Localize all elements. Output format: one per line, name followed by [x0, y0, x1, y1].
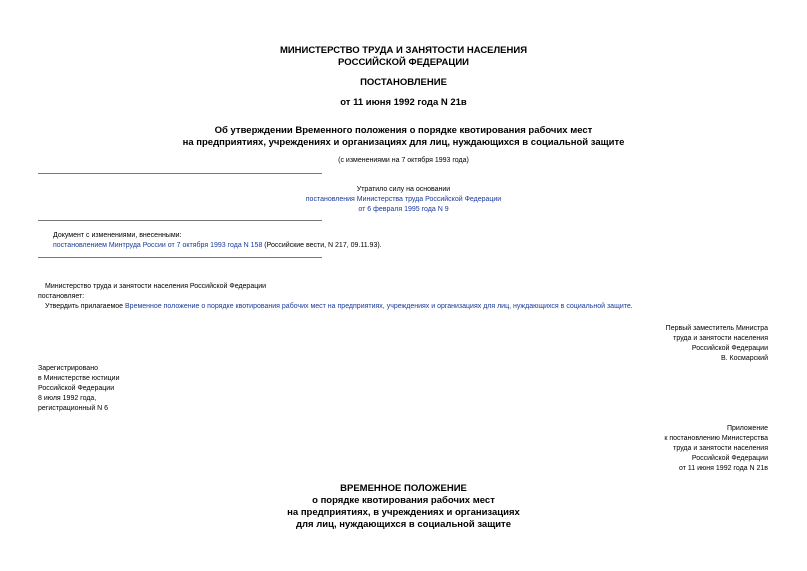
signatory-name: В. Космарский: [720, 355, 768, 362]
changes-source: (Российские вести, N 217, 09.11.93).: [262, 242, 382, 249]
ministry-name-line2: РОССИЙСКОЙ ФЕДЕРАЦИИ: [337, 57, 469, 68]
registration-line3: Российской Федерации: [38, 385, 115, 392]
preamble-line2: постановляет:: [38, 293, 85, 300]
resolution-suffix: .: [630, 303, 633, 310]
revoked-link-line2[interactable]: от 6 февраля 1995 года N 9: [358, 206, 449, 213]
regulation-title-line1: ВРЕМЕННОЕ ПОЛОЖЕНИЕ: [340, 483, 467, 494]
preamble-line1: Министерство труда и занятости населения Российской Федерации: [45, 283, 267, 290]
regulation-title-line2: о порядке квотирования рабочих мест: [312, 495, 495, 506]
divider: [38, 257, 322, 258]
appendix-line4: Российской Федерации: [691, 455, 768, 462]
changes-intro: Документ с изменениями, внесенными:: [53, 232, 182, 239]
appendix-line5: от 11 июня 1992 года N 21в: [679, 465, 768, 472]
resolution-prefix: Утвердить прилагаемое: [45, 303, 126, 310]
signature-position-line1: Первый заместитель Министра: [665, 325, 768, 332]
registration-line2: в Министерстве юстиции: [38, 375, 120, 382]
registration-line1: Зарегистрировано: [38, 365, 98, 372]
amendments-note: (с изменениями на 7 октября 1993 года): [338, 157, 469, 164]
document-title-line1: Об утверждении Временного положения о порядке квотирования рабочих мест: [214, 125, 593, 136]
divider: [38, 220, 322, 221]
regulation-title-line4: для лиц, нуждающихся в социальной защите: [295, 519, 511, 530]
registration-line5: регистрационный N 6: [38, 405, 109, 412]
regulation-title-line3: на предприятиях, в учреждениях и организациях: [287, 507, 520, 518]
signature-position-line3: Российской Федерации: [691, 345, 768, 352]
appendix-line3: труда и занятости населения: [673, 445, 768, 452]
appendix-line1: Приложение: [726, 425, 768, 432]
document-title-line2: на предприятиях, учреждениях и организациях для лиц, нуждающихся в социальной защите: [182, 137, 625, 148]
registration-line4: 8 июля 1992 года,: [38, 395, 97, 402]
resolution-paragraph: [45, 302, 633, 312]
document-type: ПОСТАНОВЛЕНИЕ: [360, 77, 447, 88]
revoked-link-line1[interactable]: постановления Министерства труда Российской Федерации: [305, 196, 502, 203]
changes-link[interactable]: постановлением Минтруда России от 7 октября 1993 года N 158: [53, 242, 263, 249]
divider: [38, 173, 322, 174]
regulation-link[interactable]: Временное положение о порядке квотирования рабочих мест на предприятиях, учреждениях и организациях для лиц, нуждающихся в социальной защите: [125, 303, 631, 310]
document-date-number: от 11 июня 1992 года N 21в: [340, 97, 467, 108]
signature-position-line2: труда и занятости населения: [673, 335, 768, 342]
ministry-name-line1: МИНИСТЕРСТВО ТРУДА И ЗАНЯТОСТИ НАСЕЛЕНИЯ: [279, 45, 528, 56]
changes-reference: [53, 241, 382, 251]
appendix-line2: к постановлению Министерства: [664, 435, 768, 442]
revoked-notice: Утратило силу на основании: [356, 186, 451, 193]
